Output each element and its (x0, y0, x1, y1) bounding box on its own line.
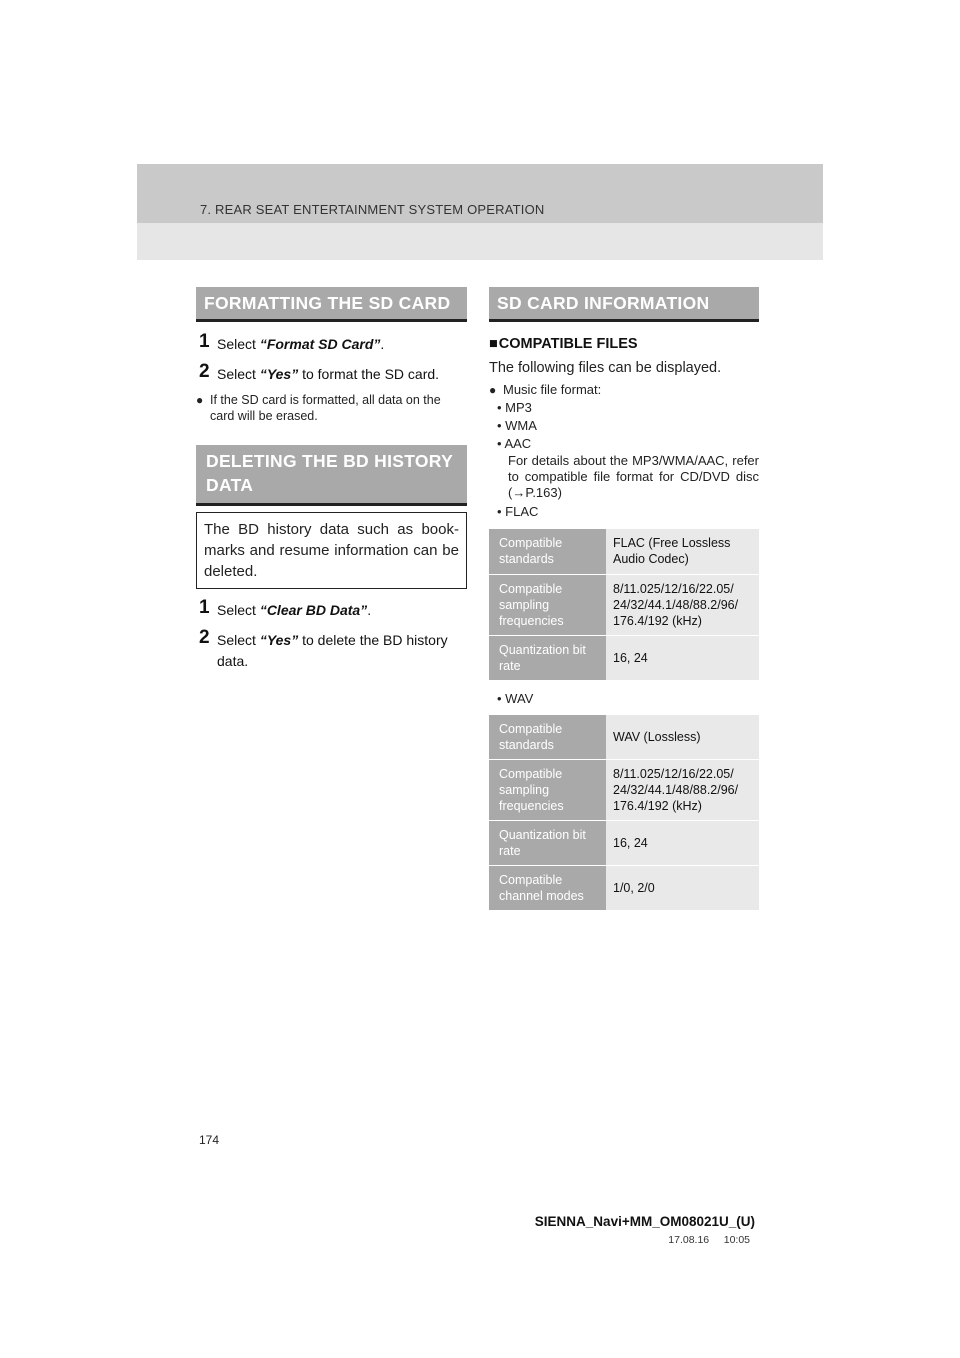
wav-spec-table (489, 715, 759, 912)
table-value: 16, 24 (606, 821, 759, 866)
yes-option: “Yes” (259, 366, 299, 382)
section-title: 7. REAR SEAT ENTERTAINMENT SYSTEM OPERATION (200, 202, 545, 217)
page-number: 174 (199, 1133, 220, 1147)
subheading-compatible-files: ■COMPATIBLE FILES (489, 336, 638, 352)
right-column (489, 287, 759, 911)
table-key: Compatible standards (489, 715, 606, 760)
clear-bd-data-option: “Clear BD Data” (259, 602, 368, 618)
table-key: Compatible standards (489, 529, 606, 574)
format-sd-card-option: “Format SD Card” (259, 336, 381, 352)
delete-step-1: 1 Select “Clear BD Data”. (199, 597, 372, 618)
table-key: Compatible channel modes (489, 866, 606, 911)
document-timestamp: 17.08.16 10:05 (668, 1234, 750, 1246)
heading-formatting-sd-card: FORMATTING THE SD CARD (196, 287, 467, 322)
list-item-flac: • FLAC (497, 504, 539, 519)
format-note: ● If the SD card is formatted, all data on the card will be erased. (196, 393, 441, 423)
left-column (196, 287, 467, 672)
table-row (489, 715, 759, 760)
step-number: 2 (199, 361, 210, 382)
table-value: 8/11.025/12/16/22.05/ 24/32/44.1/48/88.2/96/ 176.4/192 (kHz) (606, 574, 759, 635)
aac-note: For details about the MP3/WMA/AAC, refer to compatible file format for CD/DVD disc (→P.163) (508, 453, 759, 500)
table-key: Compatible sampling frequencies (489, 760, 606, 821)
yes-option: “Yes” (259, 632, 299, 648)
table-key: Compatible sampling frequencies (489, 574, 606, 635)
format-list (489, 399, 759, 521)
table-key: Quantization bit rate (489, 821, 606, 866)
flac-spec-table (489, 529, 759, 681)
header-band (137, 164, 823, 260)
table-row (489, 574, 759, 635)
step-number: 1 (199, 597, 210, 618)
table-value: WAV (Lossless) (606, 715, 759, 760)
delete-intro-box: The BD history data such as book-marks and resume information can be deleted. (196, 512, 467, 589)
square-marker-icon: ■ (489, 336, 498, 352)
compatible-intro: The following files can be displayed. (489, 360, 722, 376)
list-item: • AAC (497, 436, 532, 451)
format-step-1: 1 Select “Format SD Card”. (199, 331, 385, 352)
table-row (489, 821, 759, 866)
bullet-icon: ● (489, 383, 497, 397)
list-item-wav: • WAV (497, 690, 534, 706)
header-strip (137, 223, 823, 260)
table-row (489, 529, 759, 574)
heading-deleting-bd-history: DELETING THE BD HISTORY DATA (196, 445, 467, 506)
table-value: 8/11.025/12/16/22.05/ 24/32/44.1/48/88.2/96/ 176.4/192 (kHz) (606, 760, 759, 821)
table-value: FLAC (Free Lossless Audio Codec) (606, 529, 759, 574)
list-item: • WMA (497, 418, 537, 433)
bullet-icon: ● (196, 393, 204, 407)
document-code: SIENNA_Navi+MM_OM08021U_(U) (534, 1214, 755, 1229)
list-item: • MP3 (497, 400, 532, 415)
format-step-2: 2 Select “Yes” to format the SD card. (199, 361, 440, 382)
step-number: 1 (199, 331, 210, 352)
table-key: Quantization bit rate (489, 635, 606, 680)
music-format-label: ● Music file format: (489, 382, 602, 397)
table-value: 1/0, 2/0 (606, 866, 759, 911)
step-number: 2 (199, 627, 210, 648)
delete-step-2: 2 Select “Yes” to delete the BD history data. (199, 627, 448, 669)
table-row (489, 760, 759, 821)
table-row (489, 635, 759, 680)
table-row (489, 866, 759, 911)
table-value: 16, 24 (606, 635, 759, 680)
heading-sd-card-information: SD CARD INFORMATION (489, 287, 759, 322)
